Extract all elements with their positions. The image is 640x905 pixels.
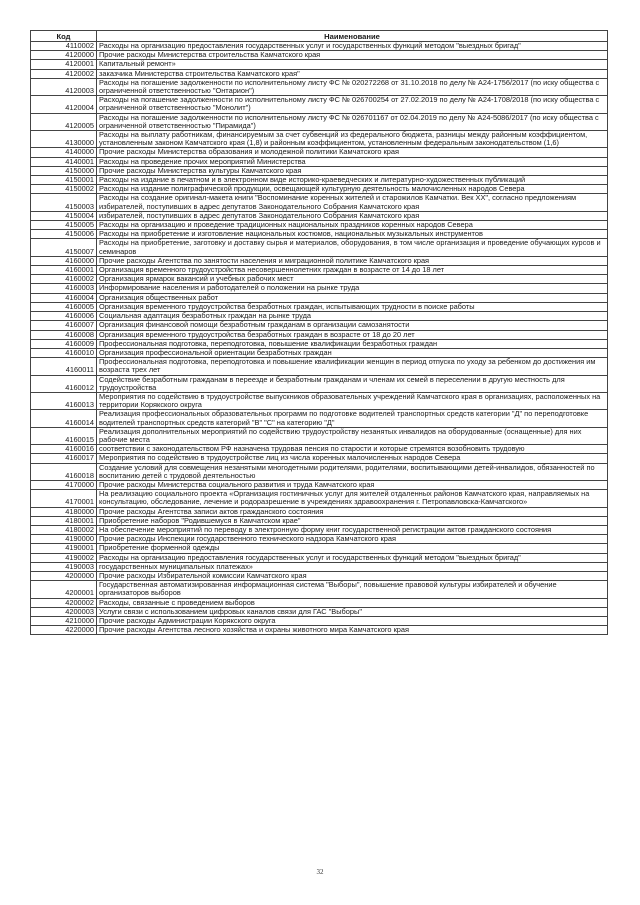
row-name: Прочие расходы Министерства культуры Камчатского края bbox=[97, 166, 608, 175]
row-code: 4160014 bbox=[31, 410, 97, 427]
row-name: Прочие расходы Министерства строительства Камчатского края bbox=[97, 51, 608, 60]
table-row bbox=[31, 490, 608, 507]
row-code: 4120004 bbox=[31, 96, 97, 113]
row-code: 4140000 bbox=[31, 148, 97, 157]
row-name: Организация временного трудоустройства несовершеннолетних граждан в возрасте от 14 до 18 лет bbox=[97, 266, 608, 275]
table-row bbox=[31, 113, 608, 130]
row-code: 4150004 bbox=[31, 211, 97, 220]
table-row bbox=[31, 239, 608, 256]
table-row bbox=[31, 96, 608, 113]
table-row bbox=[31, 507, 608, 516]
row-name: Приобретение форменной одежды bbox=[97, 544, 608, 553]
table-row bbox=[31, 69, 608, 78]
row-name: Организация общественных работ bbox=[97, 293, 608, 302]
row-name: Прочие расходы Агентства записи актов гражданского состояния bbox=[97, 507, 608, 516]
row-name: Прочие расходы Министерства социального развития и труда Камчатского края bbox=[97, 480, 608, 489]
row-name: Расходы на организацию предоставления государственных услуг и государственных функций методом "выездных бригад" bbox=[97, 42, 608, 51]
row-code: 4160009 bbox=[31, 339, 97, 348]
row-name: Расходы на организацию и проведение традиционных национальных праздников коренных народов Севера bbox=[97, 221, 608, 230]
row-name: Мероприятия по содействию в трудоустройстве лиц из числа коренных малочисленных народов Севера bbox=[97, 454, 608, 463]
row-name: Расходы, связанные с проведением выборов bbox=[97, 598, 608, 607]
row-name: Государственная автоматизированная информационная система "Выборы", повышение правовой культуры избирателей и обучение организаторов выборов bbox=[97, 581, 608, 598]
row-name: Прочие расходы Инспекции государственного технического надзора Камчатского края bbox=[97, 535, 608, 544]
header-code: Код bbox=[31, 31, 97, 42]
row-code: 4160016 bbox=[31, 445, 97, 454]
row-name: Расходы на издание полиграфической продукции, освещающей культурную деятельность малочисленных народов Севера bbox=[97, 185, 608, 194]
row-code: 4160006 bbox=[31, 312, 97, 321]
table-row bbox=[31, 60, 608, 69]
header-name: Наименование bbox=[97, 31, 608, 42]
table-row bbox=[31, 293, 608, 302]
table-row bbox=[31, 78, 608, 95]
table-row bbox=[31, 454, 608, 463]
table-row bbox=[31, 598, 608, 607]
row-name: Прочие расходы Агентства по занятости населения и миграционной политике Камчатского края bbox=[97, 256, 608, 265]
row-name: Реализация дополнительных мероприятий по содействию трудоустройству незанятых инвалидов на оборудованные (оснащенные) для них рабочие места bbox=[97, 427, 608, 444]
row-code: 4130000 bbox=[31, 131, 97, 148]
row-code: 4110002 bbox=[31, 42, 97, 51]
table-row bbox=[31, 148, 608, 157]
table-row bbox=[31, 427, 608, 444]
row-code: 4120001 bbox=[31, 60, 97, 69]
row-code: 4200000 bbox=[31, 571, 97, 580]
table-row bbox=[31, 131, 608, 148]
row-code: 4120000 bbox=[31, 51, 97, 60]
row-name: Капитальный ремонт» bbox=[97, 60, 608, 69]
row-name: Прочие расходы Агентства лесного хозяйства и охраны животного мира Камчатского края bbox=[97, 626, 608, 635]
row-code: 4160011 bbox=[31, 358, 97, 375]
table-header-row bbox=[31, 31, 608, 42]
row-name: Расходы на издание в печатном и в электронном виде историко-краеведческих и литературно-художественных публикаций bbox=[97, 176, 608, 185]
row-name: Организация временного трудоустройства безработных граждан в возрасте от 18 до 20 лет bbox=[97, 330, 608, 339]
row-code: 4150007 bbox=[31, 239, 97, 256]
table-row bbox=[31, 581, 608, 598]
table-row bbox=[31, 358, 608, 375]
table-row bbox=[31, 392, 608, 409]
row-name: Прочие расходы Министерства образования и молодежной политики Камчатского края bbox=[97, 148, 608, 157]
row-code: 4210000 bbox=[31, 617, 97, 626]
table-row bbox=[31, 410, 608, 427]
table-row bbox=[31, 463, 608, 480]
row-code: 4170001 bbox=[31, 490, 97, 507]
row-code: 4150002 bbox=[31, 185, 97, 194]
row-code: 4180000 bbox=[31, 507, 97, 516]
row-name: Профессиональная подготовка, переподготовка, повышение квалификации безработных граждан bbox=[97, 339, 608, 348]
row-name: Приобретение наборов "Родившемуся в Камчатском крае" bbox=[97, 516, 608, 525]
row-code: 4160012 bbox=[31, 375, 97, 392]
table-row bbox=[31, 284, 608, 293]
table-row bbox=[31, 553, 608, 562]
row-name: Социальная адаптация безработных граждан на рынке труда bbox=[97, 312, 608, 321]
row-name: Расходы на погашение задолженности по исполнительному листу ФС № 026700254 от 27.02.2019 по делу № А24-1708/2018 (по иску общества с ограниченной ответственностью "Монолит") bbox=[97, 96, 608, 113]
row-code: 4150003 bbox=[31, 194, 97, 211]
row-code: 4120002 bbox=[31, 69, 97, 78]
row-name: государственных муниципальных платежах» bbox=[97, 562, 608, 571]
row-code: 4150001 bbox=[31, 176, 97, 185]
row-code: 4170000 bbox=[31, 480, 97, 489]
row-name: соответствии с законодательством РФ назначена трудовая пенсия по старости и которые стремятся возобновить трудовую bbox=[97, 445, 608, 454]
row-name: На реализацию социального проекта «Организация гостиничных услуг для жителей отдаленных районов Камчатского края, направляемых на консультацию, обследование, лечение и родоразрешение в учреждениях здравоохранения г. Петропавловска-Камчатского» bbox=[97, 490, 608, 507]
row-name: Прочие расходы Избирательной комиссии Камчатского края bbox=[97, 571, 608, 580]
budget-codes-table bbox=[30, 30, 608, 635]
row-code: 4150006 bbox=[31, 230, 97, 239]
row-code: 4160007 bbox=[31, 321, 97, 330]
row-code: 4160005 bbox=[31, 302, 97, 311]
row-code: 4120005 bbox=[31, 113, 97, 130]
row-code: 4190003 bbox=[31, 562, 97, 571]
row-name: Расходы на проведение прочих мероприятий Министерства bbox=[97, 157, 608, 166]
row-code: 4180001 bbox=[31, 516, 97, 525]
row-name: Расходы на погашение задолженности по исполнительному листу ФС № 026701167 от 02.04.2019 по делу № А24-5086/2017 (по иску общества с ограниченной ответственностью "Пирамида") bbox=[97, 113, 608, 130]
table-row bbox=[31, 157, 608, 166]
row-name: Расходы на погашение задолженности по исполнительному листу ФС № 020272268 от 31.10.2018 по делу № А24-1756/2017 (по иску общества с ограниченной ответственностью "Онтарион") bbox=[97, 78, 608, 95]
row-code: 4160004 bbox=[31, 293, 97, 302]
row-name: Прочие расходы Администрации Корякского округа bbox=[97, 617, 608, 626]
row-code: 4220000 bbox=[31, 626, 97, 635]
row-name: Профессиональная подготовка, переподготовка и повышение квалификации женщин в период отпуска по уходу за ребенком до достижения им возраста трех лет bbox=[97, 358, 608, 375]
row-name: Создание условий для совмещения незанятыми многодетными родителями, родителями, воспитывающими детей-инвалидов, обязанностей по воспитанию детей с трудовой деятельностью bbox=[97, 463, 608, 480]
row-code: 4190002 bbox=[31, 553, 97, 562]
row-code: 4190000 bbox=[31, 535, 97, 544]
row-code: 4200003 bbox=[31, 607, 97, 616]
row-name: Информирование населения и работодателей о положении на рынке труда bbox=[97, 284, 608, 293]
table-row bbox=[31, 321, 608, 330]
row-name: На обеспечение мероприятий по переводу в электронную форму книг государственной регистрации актов гражданского состояния bbox=[97, 525, 608, 534]
row-name: Расходы на создание оригинал-макета книги "Воспоминание коренных жителей и старожилов Камчатки. Век XX", согласно предложениям избирателей, поступивших в адрес депутатов Законодательного Собрания Камчатского края bbox=[97, 194, 608, 211]
page-number: 32 bbox=[316, 868, 324, 876]
row-code: 4150000 bbox=[31, 166, 97, 175]
row-name: Организация финансовой помощи безработным гражданам в организации самозанятости bbox=[97, 321, 608, 330]
row-name: Услуги связи с использованием цифровых каналов связи для ГАС "Выборы" bbox=[97, 607, 608, 616]
row-name: Расходы на приобретение и изготовление национальных костюмов, национальных музыкальных инструментов bbox=[97, 230, 608, 239]
row-name: Расходы на приобретение, заготовку и доставку сырья и материалов, оборудования, в том числе организация и проведение обучающих курсов и семинаров bbox=[97, 239, 608, 256]
row-name: заказчика Министерства строительства Камчатского края" bbox=[97, 69, 608, 78]
table-row bbox=[31, 194, 608, 211]
row-code: 4160018 bbox=[31, 463, 97, 480]
row-name: Содействие безработным гражданам в переезде и безработным гражданам и членам их семей в переселении в другую местность для трудоустройства bbox=[97, 375, 608, 392]
row-name: Расходы на организацию предоставления государственных услуг и государственных функций методом "выездных бригад" bbox=[97, 553, 608, 562]
row-code: 4160003 bbox=[31, 284, 97, 293]
row-name: Реализация профессиональных образовательных программ по подготовке водителей транспортных средств категории "Д" по переподготовке водителей транспортных средств категорий "В" "С" на категорию "Д" bbox=[97, 410, 608, 427]
row-code: 4200002 bbox=[31, 598, 97, 607]
row-name: Мероприятия по содействию в трудоустройстве выпускников образовательных учреждений Камчатского края в организациях, расположенных на территории Корякского округа bbox=[97, 392, 608, 409]
table-row bbox=[31, 544, 608, 553]
table-row bbox=[31, 375, 608, 392]
row-name: избирателей, поступивших в адрес депутатов Законодательного Собрания Камчатского края bbox=[97, 211, 608, 220]
row-code: 4160008 bbox=[31, 330, 97, 339]
row-code: 4180002 bbox=[31, 525, 97, 534]
row-code: 4150005 bbox=[31, 221, 97, 230]
row-code: 4120003 bbox=[31, 78, 97, 95]
row-code: 4160000 bbox=[31, 256, 97, 265]
table-row bbox=[31, 330, 608, 339]
row-code: 4190001 bbox=[31, 544, 97, 553]
row-code: 4160017 bbox=[31, 454, 97, 463]
row-code: 4160002 bbox=[31, 275, 97, 284]
row-code: 4160001 bbox=[31, 266, 97, 275]
row-code: 4140001 bbox=[31, 157, 97, 166]
row-name: Организация ярмарок вакансий и учебных рабочих мест bbox=[97, 275, 608, 284]
row-code: 4200001 bbox=[31, 581, 97, 598]
row-code: 4160015 bbox=[31, 427, 97, 444]
row-code: 4160010 bbox=[31, 348, 97, 357]
table-body bbox=[31, 42, 608, 635]
row-name: Организация временного трудоустройства безработных граждан, испытывающих трудности в поиске работы bbox=[97, 302, 608, 311]
table-row bbox=[31, 626, 608, 635]
row-code: 4160013 bbox=[31, 392, 97, 409]
row-name: Организация профессиональной ориентации безработных граждан bbox=[97, 348, 608, 357]
row-name: Расходы на выплату работникам, финансируемым за счет субвенций из федерального бюджета, разницы между районным коэффициентом, установленным законом Камчатского края (1,8) и районным коэффициентом, установленным федеральным законодательством (1,6) bbox=[97, 131, 608, 148]
